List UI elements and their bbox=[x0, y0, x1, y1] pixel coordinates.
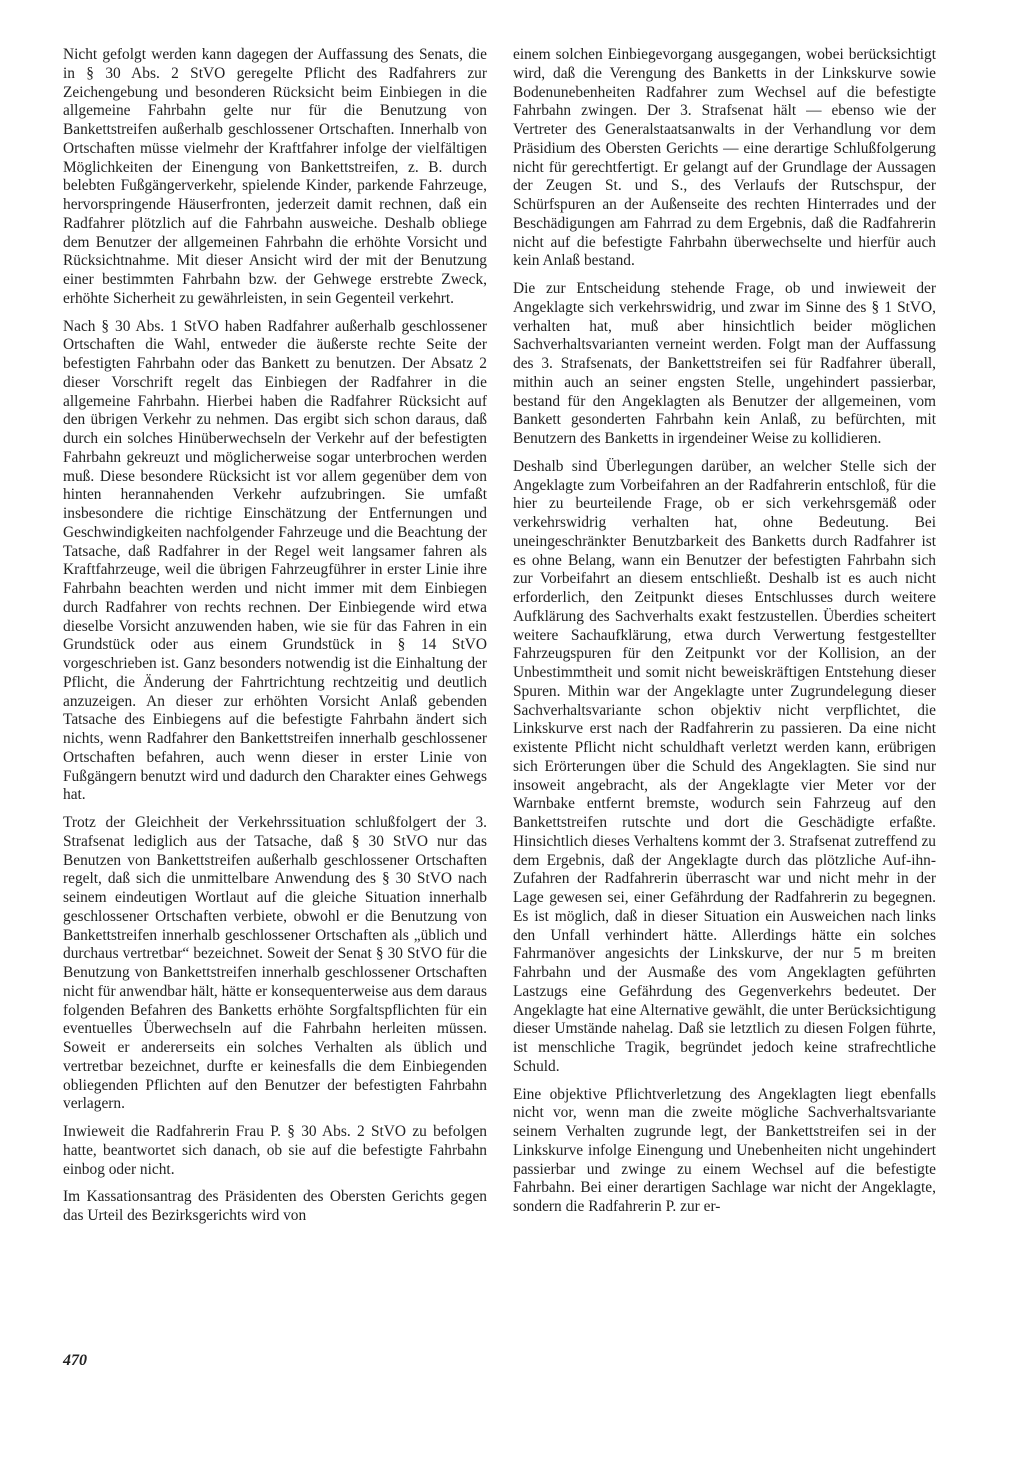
page-number: 470 bbox=[63, 1352, 87, 1369]
left-column bbox=[63, 46, 487, 1235]
right-paragraph-4: Eine objektive Pflichtverletzung des Angeklagten liegt ebenfalls nicht vor, wenn man die zweite mögliche Sachverhaltsvariante seinem Verhalten zugrunde legt, der Bankettstreifen sei in der Linkskurve infolge Einengung und Unebenheiten nicht ungehindert passierbar und zwinge zu einem Wechsel auf die befestigte Fahrbahn. Bei einer derartigen Sachlage war nicht der Angeklagte, sondern die Radfahrerin P. zur er- bbox=[513, 1085, 936, 1215]
left-paragraph-4: Inwieweit die Radfahrerin Frau P. § 30 Abs. 2 StVO zu befolgen hatte, beantwortet sich danach, ob sie auf die befestigte Fahrbahn einbog oder nicht. bbox=[63, 1123, 487, 1178]
right-paragraph-2: Die zur Entscheidung stehende Frage, ob und inwieweit der Angeklagte sich verkehrswidrig, und zwar im Sinne des § 1 StVO, verhalten hat, muß aber hinsichtlich beider möglichen Sachverhaltsvarianten verneint werden. Folgt man der Auffassung des 3. Strafsenats, der Bankettstreifen sei für Radfahrer überall, mithin auch an seiner engsten Stelle, ungehindert passierbar, bestand für den Angeklagten als Benutzer der allgemeinen, vom Bankett gesonderten Fahrbahn kein Anlaß, zu befürchten, mit Benutzern des Banketts in irgendeiner Weise zu kollidieren. bbox=[513, 280, 936, 447]
left-paragraph-5: Im Kassationsantrag des Präsidenten des Obersten Gerichts gegen das Urteil des Bezirksgerichts wird von bbox=[63, 1188, 487, 1224]
left-paragraph-2: Nach § 30 Abs. 1 StVO haben Radfahrer außerhalb geschlossener Ortschaften die Wahl, entweder die äußerste rechte Seite der befestigten Fahrbahn oder das Bankett zu benutzen. Der Absatz 2 dieser Vorschrift regelt das Einbiegen der Radfahrer in die allgemeine Fahrbahn. Hierbei haben die Radfahrer Rücksicht auf den übrigen Verkehr zu nehmen. Das ergibt sich schon daraus, daß durch ein solches Hinüberwechseln der Verkehr auf der befestigten Fahrbahn gekreuzt und möglicherweise sogar unterbrochen werden muß. Diese besondere Rücksicht ist vor allem gegenüber dem von hinten herannahenden Verkehr aufzubringen. Sie umfaßt insbesondere die richtige Einschätzung der Entfernungen und Geschwindigkeiten nachfolgender Fahrzeuge und die Beachtung der Tatsache, daß Radfahrer in der Regel weit langsamer fahren als Kraftfahrzeuge, weil die übrigen Fahrzeugführer in erster Linie ihre Fahrbahn beachten werden und nicht immer mit dem Einbiegen durch Radfahrer von rechts rechnen. Der Einbiegende wird etwa dieselbe Vorsicht anzuwenden haben, wie sie für das Fahren in ein Grundstück oder aus einem Grundstück in § 14 StVO vorgeschrieben ist. Ganz besonders notwendig ist die Einhaltung der Pflicht, die Änderung der Fahrtrichtung rechtzeitig und deutlich anzuzeigen. An dieser zur erhöhten Vorsicht Anlaß gebenden Tatsache des Einbiegens auf die befestigte Fahrbahn ändert sich nichts, wenn Radfahrer den Bankettstreifen innerhalb geschlossener Ortschaften befahren, auch wenn dieser in erster Linie von Fußgängern benutzt wird und dadurch den Charakter eines Gehwegs hat. bbox=[63, 317, 487, 804]
left-paragraph-3: Trotz der Gleichheit der Verkehrssituation schlußfolgert der 3. Strafsenat lediglich aus der Tatsache, daß § 30 StVO nur das Benutzen von Bankettstreifen außerhalb geschlossener Ortschaften regelt, daß sich die unmittelbare Anwendung des § 30 StVO nach seinem eindeutigen Wortlaut auf die gleiche Situation innerhalb geschlossener Ortschaften verbiete, obwohl er die Benutzung von Bankettstreifen innerhalb geschlossener Ortschaften als „üblich und durchaus vertretbar“ bezeichnet. Soweit der Senat § 30 StVO für die Benutzung von Bankettstreifen innerhalb geschlossener Ortschaften nicht für anwendbar hält, hätte er konsequenterweise aus dem daraus folgenden Befahren des Banketts erhöhte Sorgfaltspflichten für ein eventuelles Überwechseln auf die Fahrbahn herleiten müssen. Soweit er andererseits ein solches Verhalten als üblich und vertretbar bezeichnet, durfte er keinesfalls die dem Einbiegenden obliegenden Pflichten auf den Benutzer der befestigten Fahrbahn verlagern. bbox=[63, 814, 487, 1113]
left-paragraph-1: Nicht gefolgt werden kann dagegen der Auffassung des Senats, die in § 30 Abs. 2 StVO geregelte Pflicht des Radfahrers zur Zeichengebung und besonderen Rücksicht beim Einbiegen in die allgemeine Fahrbahn gelte nur für die Benutzung von Bankettstreifen außerhalb geschlossener Ortschaften. Innerhalb von Ortschaften müsse vielmehr der Kraftfahrer infolge der vielfältigen Möglichkeiten der Einengung von Bankettstreifen, z. B. durch belebten Fußgängerverkehr, spielende Kinder, parkende Fahrzeuge, hervorspringende Häuserfronten, jederzeit damit rechnen, daß ein Radfahrer plötzlich auf die Fahrbahn ausweiche. Deshalb obliege dem Benutzer der allgemeinen Fahrbahn die erhöhte Vorsicht und Rücksichtnahme. Mit dieser Ansicht wird der mit der Benutzung einer bestimmten Fahrbahn bzw. der Gehwege erstrebte Zweck, erhöhte Sicherheit zu gewährleisten, in sein Gegenteil verkehrt. bbox=[63, 46, 487, 307]
right-paragraph-1: einem solchen Einbiegevorgang ausgegangen, wobei berücksichtigt wird, daß die Verengung des Banketts in der Linkskurve sowie Bodenunebenheiten Radfahrer zum Wechsel auf die befestigte Fahrbahn zwingen. Der 3. Strafsenat hält — ebenso wie der Vertreter des Generalstaatsanwalts in der Verhandlung vor dem Präsidium des Obersten Gerichts — eine derartige Schlußfolgerung nicht für gerechtfertigt. Er gelangt auf der Grundlage der Aussagen der Zeugen St. und S., des Verlaufs der Rutschspur, der Schürfspuren an der Außenseite des rechten Hinterrades und der Beschädigungen am Fahrrad zu dem Ergebnis, daß die Radfahrerin nicht auf die befestigte Fahrbahn überwechselte und hierfür auch kein Anlaß bestand. bbox=[513, 46, 936, 270]
right-column bbox=[513, 46, 936, 1226]
right-paragraph-3: Deshalb sind Überlegungen darüber, an welcher Stelle sich der Angeklagte zum Vorbeifahren an der Radfahrerin entschloß, für die hier zu beurteilende Frage, ob er sich verkehrsgemäß oder verkehrswidrig verhalten hat, ohne Bedeutung. Bei uneingeschränkter Benutzbarkeit des Banketts durch Radfahrer ist es ohne Belang, wann ein Benutzer der befestigten Fahrbahn sich zur Vorbeifahrt an diesem entschließt. Deshalb ist es auch nicht erforderlich, den Zeitpunkt dieses Entschlusses durch weitere Aufklärung des Sachverhalts exakt festzustellen. Überdies scheitert weitere Sachaufklärung, etwa durch Verwertung festgestellter Fahrzeugspuren für den Zeitpunkt vor der Kollision, an der Unbestimmtheit und somit nicht beweiskräftigen Entstehung dieser Spuren. Mithin war der Angeklagte unter Zugrundelegung dieser Sachverhaltsvariante schon objektiv nicht verpflichtet, die Linkskurve erst nach der Radfahrerin zu passieren. Da eine nicht existente Pflicht nicht schuldhaft verletzt werden kann, erübrigen sich Erörterungen über die Schuld des Angeklagten. Sie sind nur insoweit angebracht, als der Angeklagte vier Meter vor der Warnbake entfernt bremste, wodurch sein Fahrzeug auf den Bankettstreifen rutschte und dort die Geschädigte erfaßte. Hinsichtlich dieses Verhaltens kommt der 3. Strafsenat zutreffend zu dem Ergebnis, daß der Angeklagte durch das plötzliche Auf-ihn-Zufahren der Radfahrerin überrascht war und nicht mehr in der Lage gewesen sei, einer Gefährdung der Radfahrerin zu begegnen. Es ist möglich, daß in dieser Situation ein Ausweichen nach links den Unfall verhindert hätte. Allerdings hätte ein solches Fahrmanöver angesichts der Linkskurve, der nur 5 m breiten Fahrbahn und der Ausmaße des vom Angeklagten geführten Lastzugs eine Gefährdung des Gegenverkehrs bedeutet. Der Angeklagte hat eine Alternative gewählt, die unter Berücksichtigung dieser Umstände nahelag. Daß sie letztlich zu diesen Folgen führte, ist menschliche Tragik, begründet jedoch keine strafrechtliche Schuld. bbox=[513, 457, 936, 1075]
